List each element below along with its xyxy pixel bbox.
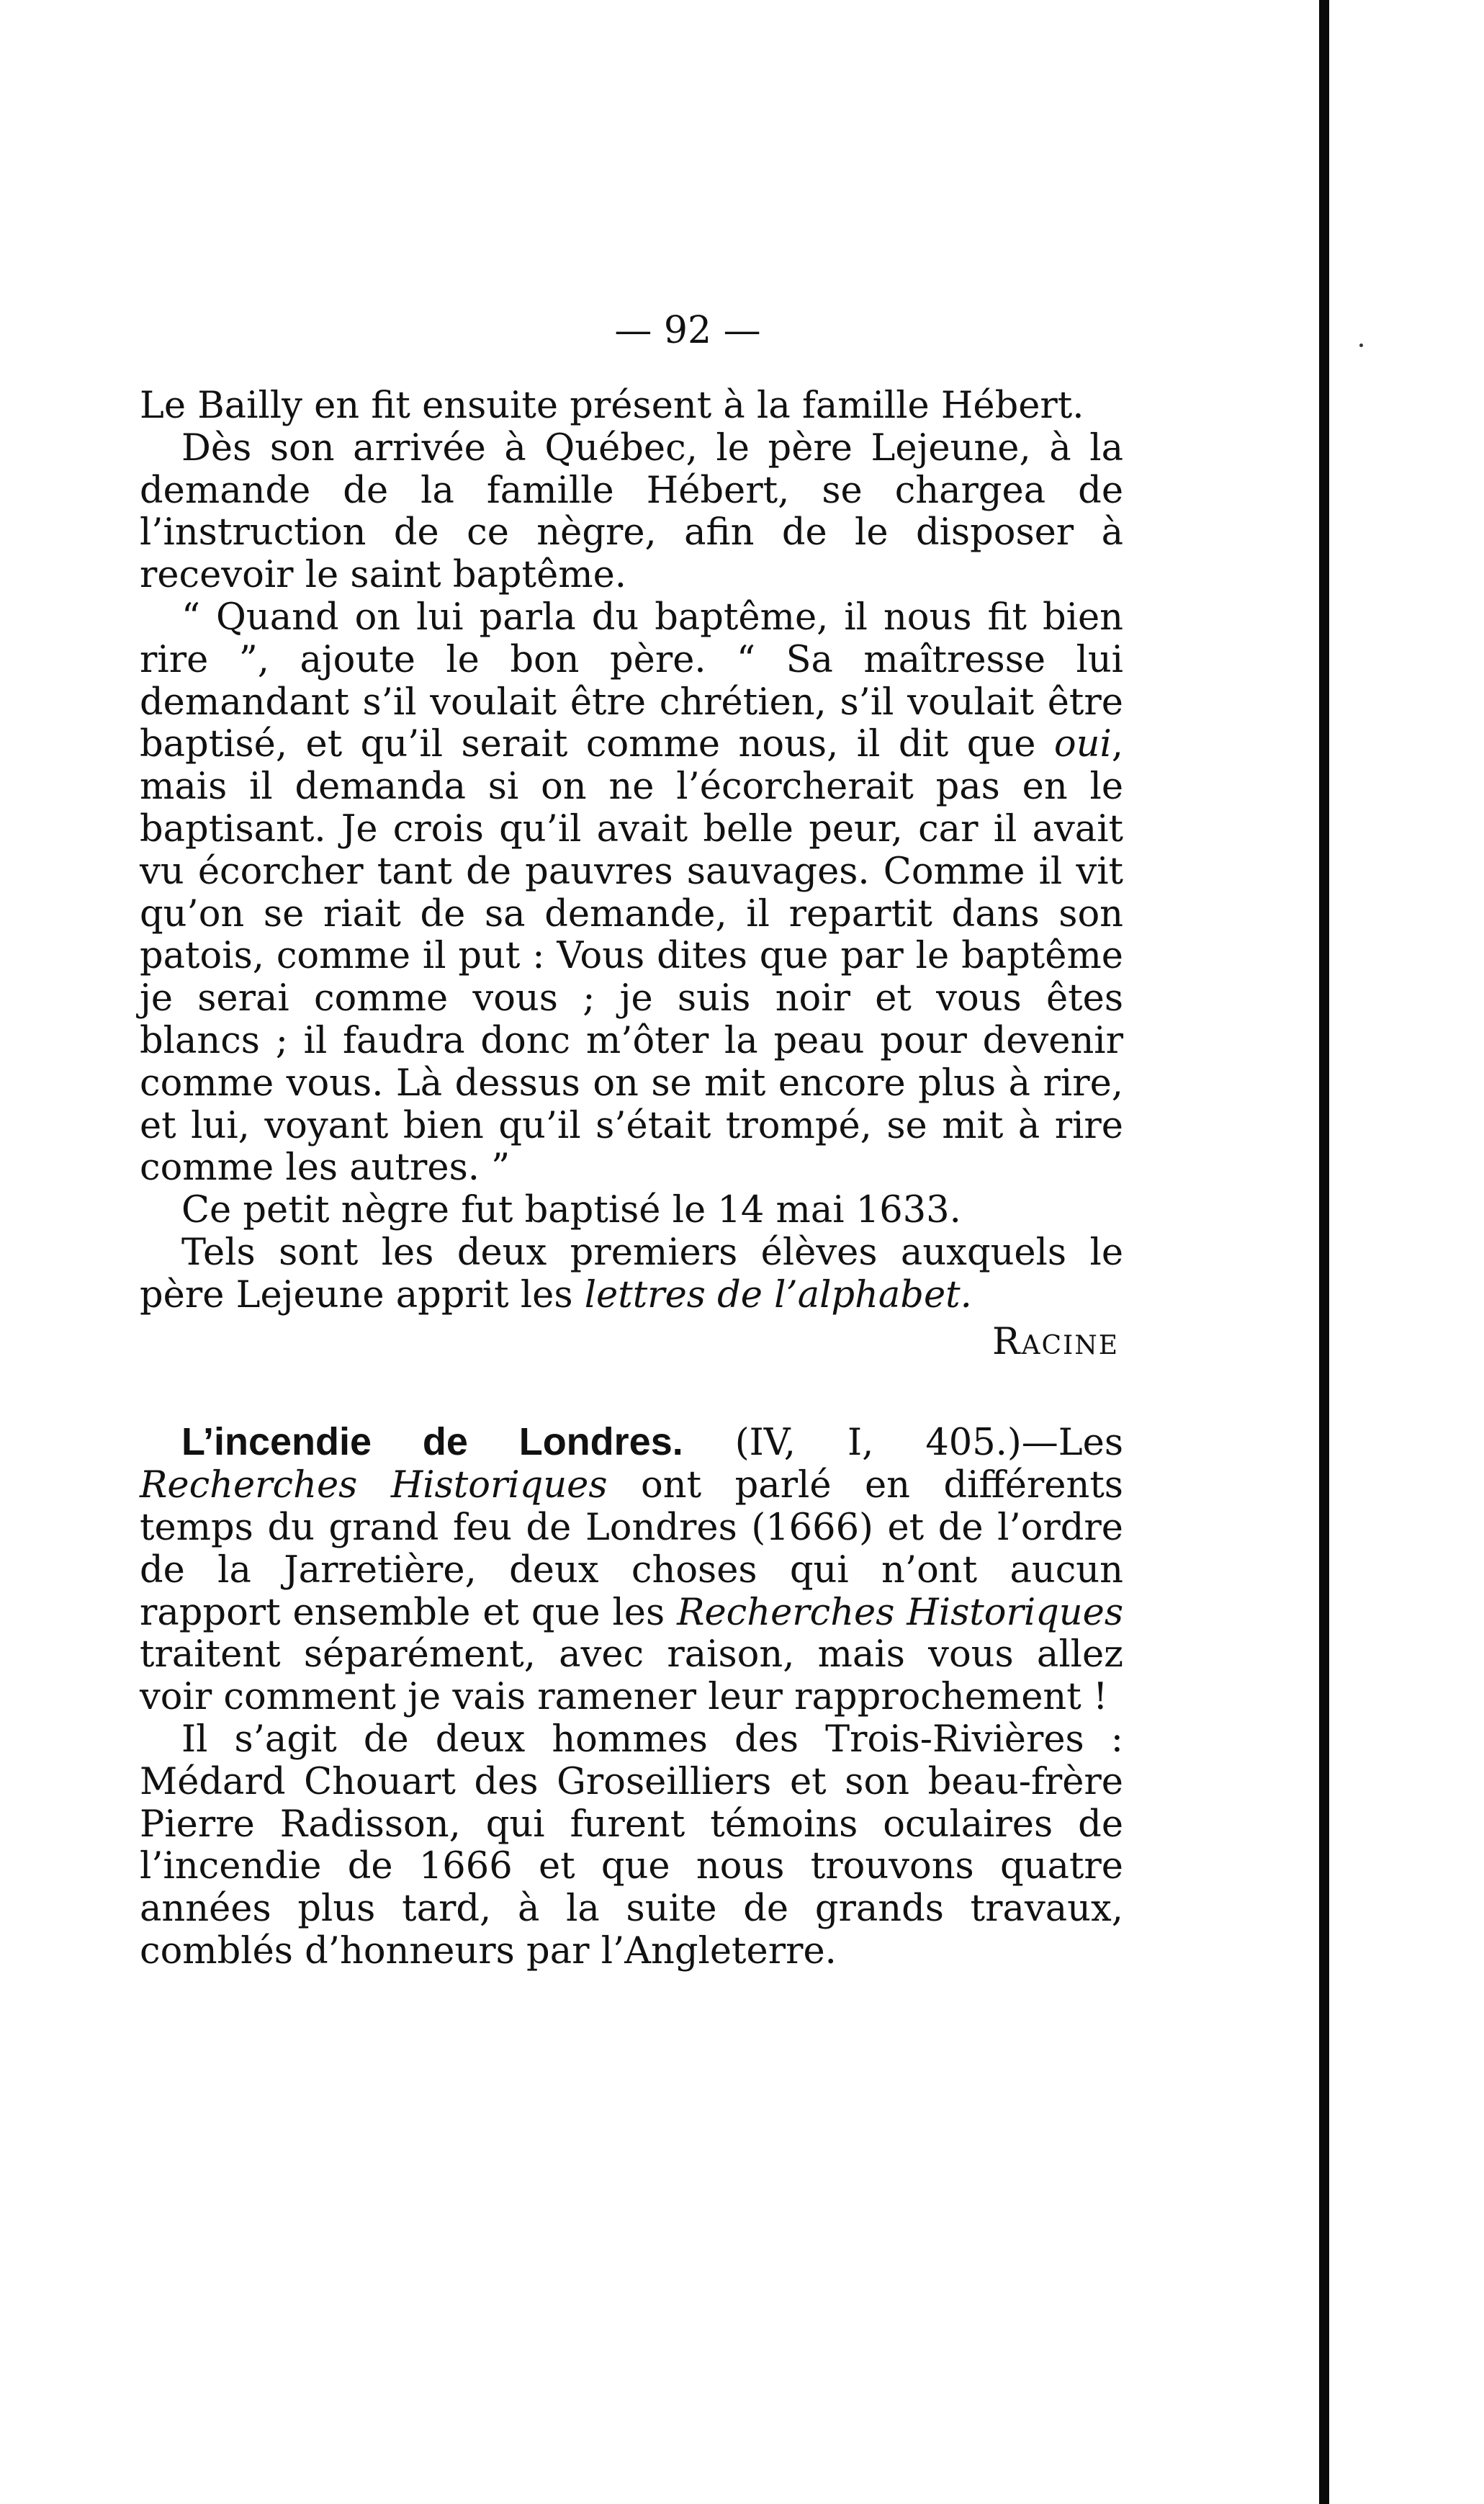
section-reference: (IV, I, 405.)—Les xyxy=(683,1422,1123,1465)
page-edge-rule xyxy=(1319,0,1329,2504)
section-text-2: traitent séparément, avec raison, mais vous allez voir comment je vais ramener leur rapprochement ! xyxy=(140,1633,1123,1719)
paragraph-3-italic: oui xyxy=(1053,723,1112,766)
section-paragraph-1 xyxy=(140,1421,1123,1719)
page-number: — 92 — xyxy=(614,309,761,352)
section-paragraph-2: Il s’agit de deux hommes des Trois-Rivières : Médard Chouart des Groseilliers et son beau-frère Pierre Radisson, qui furent témoins oculaires de l’incendie de 1666 et que nous trouvons quatre années plus tard, à la suite de grands travaux, comblés d’honneurs par l’Angleterre. xyxy=(140,1718,1123,1973)
section-italic-1: Recherches Historiques xyxy=(140,1464,608,1507)
paragraph-3 xyxy=(140,597,1123,1190)
section-title: L’incendie de Londres. xyxy=(181,1420,683,1464)
paragraph-5-text: Tels sont les deux premiers élèves auxquels le père Lejeune apprit les xyxy=(140,1231,1123,1316)
section-italic-2: Recherches Historiques xyxy=(677,1591,1123,1634)
paragraph-1: Le Bailly en fit ensuite présent à la famille Hébert. xyxy=(140,385,1084,427)
author-signature: Racine xyxy=(992,1320,1119,1363)
paragraph-3-part-a: “ Quand on lui parla du baptême, il nous fit bien rire ”, ajoute le bon père. “ Sa maîtresse lui demandant s’il voulait être chrétien, s’il voulait être baptisé, et qu’il serait comme nous, il dit que xyxy=(140,596,1123,766)
paragraph-5 xyxy=(140,1232,1123,1317)
paragraph-5-italic: lettres de l’alphabet. xyxy=(584,1273,972,1316)
paragraph-4: Ce petit nègre fut baptisé le 14 mai 1633. xyxy=(181,1189,961,1232)
ink-speck xyxy=(1359,344,1363,347)
paragraph-3-part-b: , mais il demanda si on ne l’écorcherait pas en le baptisant. Je crois qu’il avait belle peur, car il avait vu écorcher tant de pauvres sauvages. Comme il vit qu’on se riait de sa demande, il repartit dans son patois, comme il put : Vous dites que par le baptême je serai comme vous ; je suis noir et vous êtes blancs ; il faudra donc m’ôter la peau pour devenir comme vous. Là dessus on se mit encore plus à rire, et lui, voyant bien qu’il s’était trompé, se mit à rire comme les autres. ” xyxy=(140,723,1123,1190)
paragraph-2: Dès son arrivée à Québec, le père Lejeune, à la demande de la famille Hébert, se chargea de l’instruction de ce nègre, afin de le disposer à recevoir le saint baptême. xyxy=(140,426,1123,597)
section-gap xyxy=(140,1363,1123,1421)
section-text-1: ont parlé en différents temps du grand feu de Londres (1666) et de l’ordre de la Jarretière, deux choses qui n’ont aucun rapport ensemble et que les xyxy=(140,1464,1123,1634)
text-column xyxy=(140,385,1123,1973)
